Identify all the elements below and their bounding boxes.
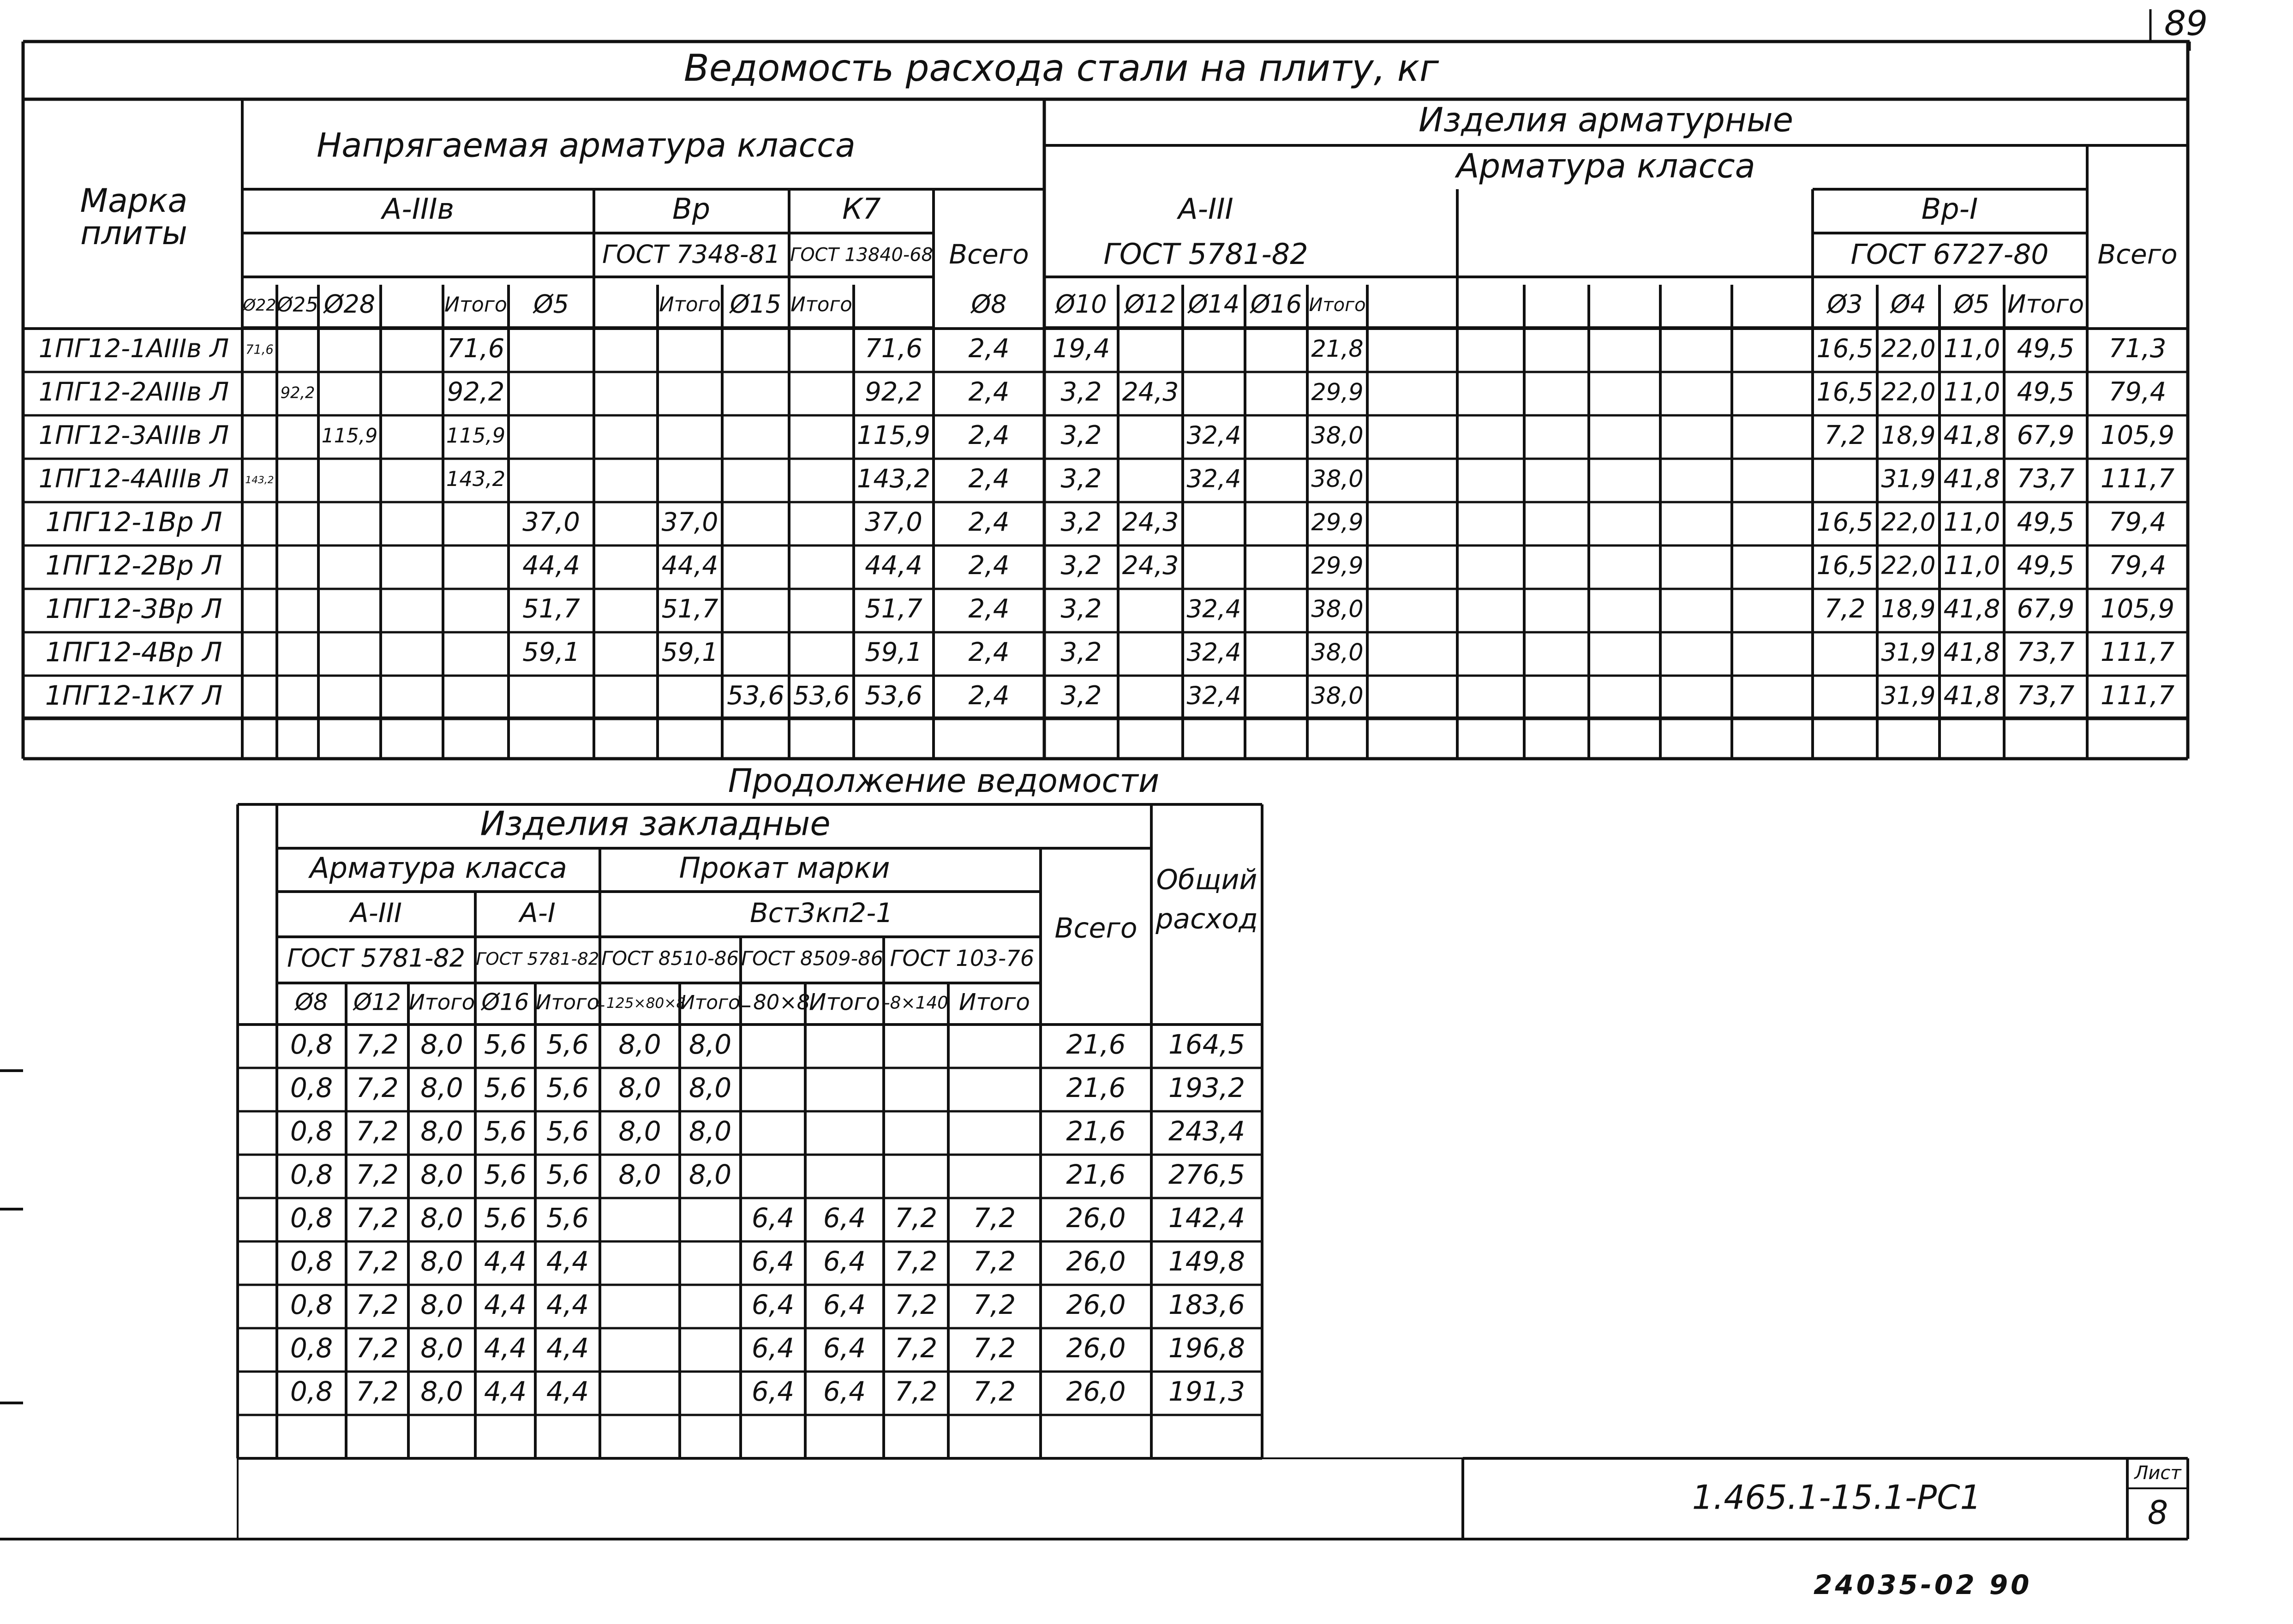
value-cell: 115,9: [321, 425, 378, 448]
value-cell-cont: 4,4: [484, 1332, 527, 1364]
value-cell: 24,3: [1122, 378, 1179, 407]
sub-header-25: Ø4: [1891, 289, 1926, 319]
header-gost-vr: ГОСТ 7348-81: [602, 240, 781, 269]
value-cell: 38,0: [1311, 639, 1364, 666]
value-cell-cont: 8,0: [618, 1159, 661, 1191]
value-cell: 3,2: [1060, 507, 1102, 538]
header-armatura-klassa: Арматура класса: [1456, 146, 1755, 186]
value-cell-cont: 0,8: [290, 1029, 333, 1061]
value-cell: 3,2: [1060, 420, 1102, 451]
sub-header-cont-8: ∟80×8: [736, 990, 810, 1014]
header-gost-8509: ГОСТ 8509-86: [741, 947, 884, 971]
value-cell: 3,2: [1060, 551, 1102, 581]
sub-header-cont-10: -8×140: [884, 992, 948, 1013]
value-cell: 37,0: [522, 507, 580, 538]
value-cell-cont: 8,0: [420, 1246, 463, 1277]
value-cell: 79,4: [2108, 551, 2167, 581]
value-cell-cont: 7,2: [356, 1072, 399, 1104]
value-cell-cont: 6,4: [823, 1202, 866, 1234]
value-cell-cont: 0,8: [290, 1332, 333, 1364]
header-a1: А-I: [520, 897, 556, 929]
plate-mark: 1ПГ12-1К7 Л: [45, 680, 223, 712]
value-cell-cont: 6,4: [751, 1289, 795, 1321]
sub-header-cont-3: Итого: [408, 989, 475, 1015]
sub-header-13: Ø10: [1055, 289, 1107, 319]
header-prokat-marki: Прокат марки: [679, 851, 890, 885]
value-cell-cont: 5,6: [484, 1029, 527, 1061]
value-cell-cont: 196,8: [1168, 1332, 1245, 1364]
header-gost-a3: ГОСТ 5781-82: [1103, 237, 1308, 271]
value-cell: 71,6: [245, 342, 274, 357]
value-cell: 115,9: [446, 423, 506, 448]
value-cell: 111,7: [2100, 637, 2175, 668]
header-k7: К7: [842, 192, 881, 226]
sub-header-10: Итого: [790, 293, 852, 317]
value-cell: 38,0: [1311, 465, 1364, 492]
header-gost-k7: ГОСТ 13840-68: [790, 244, 933, 266]
value-cell: 24,3: [1122, 551, 1179, 581]
value-cell: 29,9: [1311, 378, 1364, 406]
header-obshchiy-2: расход: [1155, 903, 1258, 935]
value-cell-cont: 21,6: [1066, 1115, 1126, 1147]
value-cell: 59,1: [522, 637, 580, 668]
value-cell-cont: 6,4: [751, 1202, 795, 1234]
value-cell: 71,3: [2108, 334, 2167, 364]
value-cell-cont: 7,2: [973, 1289, 1016, 1321]
sub-header-26: Ø5: [1954, 289, 1990, 319]
value-cell: 2,4: [968, 594, 1010, 624]
value-cell-cont: 26,0: [1066, 1289, 1126, 1321]
value-cell-cont: 193,2: [1168, 1072, 1245, 1104]
value-cell: 11,0: [1943, 508, 2000, 538]
value-cell-cont: 8,0: [618, 1072, 661, 1104]
value-cell-cont: 7,2: [356, 1246, 399, 1277]
value-cell-cont: 5,6: [484, 1159, 527, 1191]
sub-header-cont-1: Ø8: [295, 989, 328, 1016]
value-cell: 41,8: [1943, 638, 2000, 668]
value-cell-cont: 21,6: [1066, 1029, 1126, 1061]
value-cell: 67,9: [2017, 420, 2075, 451]
value-cell: 11,0: [1943, 551, 2000, 581]
value-cell: 22,0: [1881, 334, 1936, 363]
value-cell: 41,8: [1943, 594, 2000, 624]
value-cell-cont: 183,6: [1168, 1289, 1245, 1321]
value-cell: 41,8: [1943, 464, 2000, 494]
value-cell: 105,9: [2100, 594, 2175, 624]
value-cell: 31,9: [1881, 681, 1936, 710]
value-cell: 29,9: [1311, 509, 1364, 536]
value-cell: 16,5: [1816, 508, 1874, 538]
value-cell-cont: 8,0: [688, 1115, 732, 1147]
value-cell-cont: 7,2: [356, 1332, 399, 1364]
value-cell-cont: 6,4: [823, 1246, 866, 1277]
value-cell-cont: 21,6: [1066, 1072, 1126, 1104]
value-cell: 32,4: [1186, 681, 1241, 710]
value-cell: 44,4: [522, 551, 580, 581]
value-cell: 31,9: [1881, 638, 1936, 667]
value-cell-cont: 4,4: [484, 1246, 527, 1277]
plate-mark: 1ПГ12-1Вр Л: [45, 506, 222, 538]
value-cell-cont: 0,8: [290, 1115, 333, 1147]
value-cell: 2,4: [968, 377, 1010, 407]
value-cell: 51,7: [661, 594, 718, 624]
value-cell-cont: 5,6: [484, 1072, 527, 1104]
value-cell-cont: 7,2: [356, 1115, 399, 1147]
value-cell: 29,9: [1311, 552, 1364, 579]
value-cell-cont: 6,4: [751, 1376, 795, 1408]
value-cell-cont: 5,6: [484, 1202, 527, 1234]
header-vsego-2: Всего: [2097, 239, 2178, 270]
sub-header-3: Ø28: [323, 289, 376, 319]
header-izdeliya-zaklad: Изделия закладные: [480, 804, 831, 843]
value-cell-cont: 5,6: [546, 1029, 589, 1061]
header-gost-vr1: ГОСТ 6727-80: [1850, 238, 2049, 271]
value-cell-cont: 8,0: [688, 1029, 732, 1061]
value-cell-cont: 149,8: [1168, 1246, 1245, 1277]
value-cell: 32,4: [1186, 594, 1241, 623]
stamp-doc-code: 1.465.1-15.1-РС1: [1692, 1478, 1982, 1517]
value-cell: 22,0: [1881, 378, 1936, 407]
value-cell-cont: 6,4: [823, 1332, 866, 1364]
sub-header-12: Ø8: [971, 289, 1007, 319]
value-cell: 7,2: [1824, 420, 1866, 451]
value-cell-cont: 8,0: [618, 1029, 661, 1061]
page-number: 89: [2164, 4, 2208, 43]
stamp-sheet-number: 8: [2147, 1494, 2168, 1532]
value-cell: 32,4: [1186, 421, 1241, 450]
value-cell-cont: 7,2: [356, 1029, 399, 1061]
header-vr: Вр: [672, 192, 710, 226]
value-cell: 24,3: [1122, 508, 1179, 538]
value-cell-cont: 191,3: [1168, 1376, 1245, 1408]
sub-header-9: Ø15: [730, 289, 782, 319]
value-cell: 53,6: [865, 681, 922, 711]
value-cell: 41,8: [1943, 421, 2000, 451]
value-cell-cont: 8,0: [420, 1072, 463, 1104]
value-cell: 53,6: [793, 681, 850, 711]
value-cell-cont: 21,6: [1066, 1159, 1126, 1191]
value-cell-cont: 164,5: [1168, 1029, 1245, 1061]
value-cell: 115,9: [857, 420, 930, 451]
value-cell: 11,0: [1943, 378, 2000, 407]
value-cell: 92,2: [865, 377, 922, 407]
value-cell-cont: 26,0: [1066, 1332, 1126, 1364]
sub-header-1: Ø22: [243, 296, 276, 315]
value-cell: 53,6: [727, 681, 784, 711]
plate-mark: 1ПГ12-4Вр Л: [45, 636, 222, 668]
header-armatura-klassa-2: Арматура класса: [310, 851, 567, 885]
value-cell: 59,1: [865, 637, 922, 668]
value-cell-cont: 4,4: [546, 1376, 589, 1408]
header-a3v: А-IIIв: [382, 192, 455, 226]
value-cell: 3,2: [1060, 637, 1102, 668]
value-cell: 49,5: [2017, 377, 2075, 407]
value-cell: 11,0: [1943, 334, 2000, 364]
value-cell-cont: 6,4: [751, 1332, 795, 1364]
value-cell: 37,0: [661, 508, 718, 538]
value-cell: 49,5: [2017, 551, 2075, 581]
header-vsego-cont: Всего: [1054, 912, 1138, 945]
value-cell-cont: 4,4: [484, 1289, 527, 1321]
value-cell-cont: 4,4: [546, 1246, 589, 1277]
value-cell: 79,4: [2108, 377, 2167, 407]
header-a3-2: А-III: [350, 897, 402, 929]
stamp-sheet-label: Лист: [2134, 1462, 2181, 1484]
header-gost-8510: ГОСТ 8510-86: [601, 947, 739, 970]
value-cell: 92,2: [447, 377, 505, 407]
plate-mark: 1ПГ12-3Вр Л: [45, 593, 222, 625]
plate-mark: 1ПГ12-2АIIIв Л: [38, 378, 229, 407]
value-cell-cont: 8,0: [420, 1289, 463, 1321]
value-cell: 2,4: [968, 681, 1010, 711]
value-cell-cont: 243,4: [1168, 1115, 1245, 1147]
value-cell-cont: 6,4: [823, 1376, 866, 1408]
value-cell: 3,2: [1060, 377, 1102, 407]
sub-header-2: Ø25: [277, 293, 318, 317]
sub-header-15: Ø14: [1188, 289, 1240, 319]
value-cell-cont: 4,4: [546, 1289, 589, 1321]
value-cell: 92,2: [280, 384, 315, 402]
value-cell-cont: 7,2: [894, 1246, 938, 1277]
value-cell-cont: 0,8: [290, 1159, 333, 1191]
sub-header-14: Ø12: [1125, 289, 1176, 319]
sub-header-cont-4: Ø16: [481, 989, 529, 1016]
col-header-marka: Марка: [80, 182, 188, 220]
value-cell: 105,9: [2100, 420, 2175, 451]
value-cell-cont: 8,0: [420, 1202, 463, 1234]
value-cell: 2,4: [968, 420, 1010, 451]
value-cell-cont: 7,2: [894, 1376, 938, 1408]
sub-header-5: Итого: [444, 293, 507, 317]
value-cell-cont: 7,2: [356, 1289, 399, 1321]
sub-header-27: Итого: [2007, 289, 2084, 319]
value-cell: 19,4: [1052, 334, 1110, 364]
sub-header-cont-9: Итого: [809, 989, 880, 1016]
value-cell: 38,0: [1311, 682, 1364, 709]
value-cell: 31,9: [1881, 464, 1936, 493]
sub-header-cont-7: Итого: [680, 991, 740, 1014]
sub-header-6: Ø5: [533, 289, 569, 319]
header-gost-103: ГОСТ 103-76: [890, 946, 1035, 971]
value-cell-cont: 8,0: [688, 1159, 732, 1191]
value-cell-cont: 8,0: [420, 1159, 463, 1191]
value-cell: 2,4: [968, 464, 1010, 494]
value-cell: 79,4: [2108, 507, 2167, 538]
value-cell-cont: 7,2: [894, 1202, 938, 1234]
value-cell-cont: 5,6: [546, 1202, 589, 1234]
value-cell-cont: 6,4: [823, 1289, 866, 1321]
sub-header-cont-2: Ø12: [353, 989, 401, 1016]
value-cell-cont: 8,0: [618, 1115, 661, 1147]
header-vst: Вст3кп2-1: [749, 897, 893, 929]
plate-mark: 1ПГ12-4АIIIв Л: [38, 464, 229, 494]
value-cell: 2,4: [968, 334, 1010, 364]
value-cell-cont: 8,0: [420, 1029, 463, 1061]
value-cell: 73,7: [2017, 681, 2075, 711]
plate-mark: 1ПГ12-1АIIIв Л: [38, 334, 229, 364]
value-cell-cont: 8,0: [420, 1115, 463, 1147]
col-header-marka-2: плиты: [80, 214, 188, 252]
value-cell-cont: 5,6: [546, 1072, 589, 1104]
value-cell: 111,7: [2100, 681, 2175, 711]
value-cell: 18,9: [1881, 594, 1936, 623]
value-cell-cont: 26,0: [1066, 1376, 1126, 1408]
value-cell: 49,5: [2017, 507, 2075, 538]
header-izdeliya-arm: Изделия арматурные: [1419, 100, 1793, 139]
value-cell: 143,2: [857, 464, 930, 494]
value-cell: 51,7: [522, 594, 580, 624]
value-cell: 3,2: [1060, 464, 1102, 494]
continuation-caption: Продолжение ведомости: [728, 762, 1160, 800]
value-cell-cont: 0,8: [290, 1202, 333, 1234]
value-cell-cont: 0,8: [290, 1072, 333, 1104]
sub-header-cont-5: Итого: [535, 990, 600, 1014]
value-cell: 67,9: [2017, 594, 2075, 624]
value-cell: 143,2: [245, 474, 274, 486]
value-cell: 73,7: [2017, 637, 2075, 668]
value-cell: 143,2: [446, 467, 506, 491]
value-cell-cont: 7,2: [356, 1376, 399, 1408]
value-cell-cont: 8,0: [688, 1072, 732, 1104]
plate-mark: 1ПГ12-2Вр Л: [45, 550, 222, 581]
value-cell: 71,6: [865, 334, 922, 364]
sub-header-24: Ø3: [1827, 289, 1863, 319]
header-gost-a3-2: ГОСТ 5781-82: [287, 943, 466, 973]
value-cell-cont: 5,6: [546, 1159, 589, 1191]
value-cell-cont: 4,4: [546, 1332, 589, 1364]
value-cell-cont: 4,4: [484, 1376, 527, 1408]
value-cell: 2,4: [968, 551, 1010, 581]
value-cell: 3,2: [1060, 594, 1102, 624]
sub-header-16: Ø16: [1250, 289, 1302, 319]
value-cell-cont: 7,2: [973, 1376, 1016, 1408]
value-cell: 71,6: [447, 334, 505, 364]
header-vr1: Вр-I: [1921, 192, 1978, 226]
header-vsego: Всего: [949, 239, 1029, 270]
value-cell: 49,5: [2017, 334, 2075, 364]
value-cell-cont: 7,2: [973, 1202, 1016, 1234]
value-cell: 2,4: [968, 507, 1010, 538]
value-cell-cont: 0,8: [290, 1376, 333, 1408]
header-gost-a1: ГОСТ 5781-82: [476, 948, 599, 969]
value-cell-cont: 7,2: [894, 1289, 938, 1321]
value-cell: 32,4: [1186, 464, 1241, 493]
value-cell: 16,5: [1816, 378, 1874, 407]
value-cell: 18,9: [1881, 421, 1936, 450]
value-cell-cont: 7,2: [973, 1246, 1016, 1277]
value-cell: 51,7: [865, 594, 922, 624]
value-cell: 7,2: [1824, 594, 1866, 624]
value-cell: 32,4: [1186, 638, 1241, 667]
value-cell: 21,8: [1311, 335, 1364, 362]
value-cell-cont: 26,0: [1066, 1202, 1126, 1234]
table-text: [39, 47, 2182, 1532]
value-cell-cont: 5,6: [484, 1115, 527, 1147]
value-cell: 3,2: [1060, 681, 1102, 711]
value-cell-cont: 7,2: [356, 1159, 399, 1191]
sub-header-8: Итого: [659, 293, 721, 317]
value-cell: 111,7: [2100, 464, 2175, 494]
value-cell-cont: 6,4: [751, 1246, 795, 1277]
value-cell-cont: 7,2: [894, 1332, 938, 1364]
value-cell-cont: 142,4: [1168, 1202, 1245, 1234]
value-cell: 59,1: [661, 638, 718, 668]
value-cell-cont: 0,8: [290, 1246, 333, 1277]
archive-code: 24035-02 90: [1814, 1569, 2032, 1600]
value-cell: 38,0: [1311, 422, 1364, 449]
value-cell-cont: 5,6: [546, 1115, 589, 1147]
value-cell: 44,4: [865, 551, 922, 581]
header-obshchiy: Общий: [1156, 863, 1257, 896]
value-cell-cont: 7,2: [356, 1202, 399, 1234]
main-title: Ведомость расхода стали на плиту, кг: [683, 46, 1439, 90]
value-cell: 37,0: [865, 507, 922, 538]
sub-header-17: Итого: [1309, 294, 1366, 316]
value-cell: 44,4: [661, 551, 718, 581]
value-cell-cont: 8,0: [420, 1376, 463, 1408]
value-cell-cont: 8,0: [420, 1332, 463, 1364]
value-cell: 16,5: [1816, 551, 1874, 581]
value-cell: 16,5: [1816, 334, 1874, 364]
value-cell: 41,8: [1943, 681, 2000, 711]
value-cell: 38,0: [1311, 595, 1364, 623]
value-cell: 73,7: [2017, 464, 2075, 494]
header-a3: А-III: [1178, 192, 1233, 226]
value-cell: 22,0: [1881, 551, 1936, 580]
sub-header-cont-11: Итого: [959, 989, 1030, 1016]
value-cell: 2,4: [968, 637, 1010, 668]
value-cell-cont: 0,8: [290, 1289, 333, 1321]
value-cell-cont: 276,5: [1168, 1159, 1245, 1191]
value-cell: 22,0: [1881, 508, 1936, 537]
value-cell-cont: 26,0: [1066, 1246, 1126, 1277]
header-napryag: Напрягаемая арматура класса: [317, 126, 856, 165]
value-cell-cont: 7,2: [973, 1332, 1016, 1364]
plate-mark: 1ПГ12-3АIIIв Л: [38, 421, 229, 451]
sub-header-cont-6: ∟125×80×8: [594, 995, 686, 1012]
